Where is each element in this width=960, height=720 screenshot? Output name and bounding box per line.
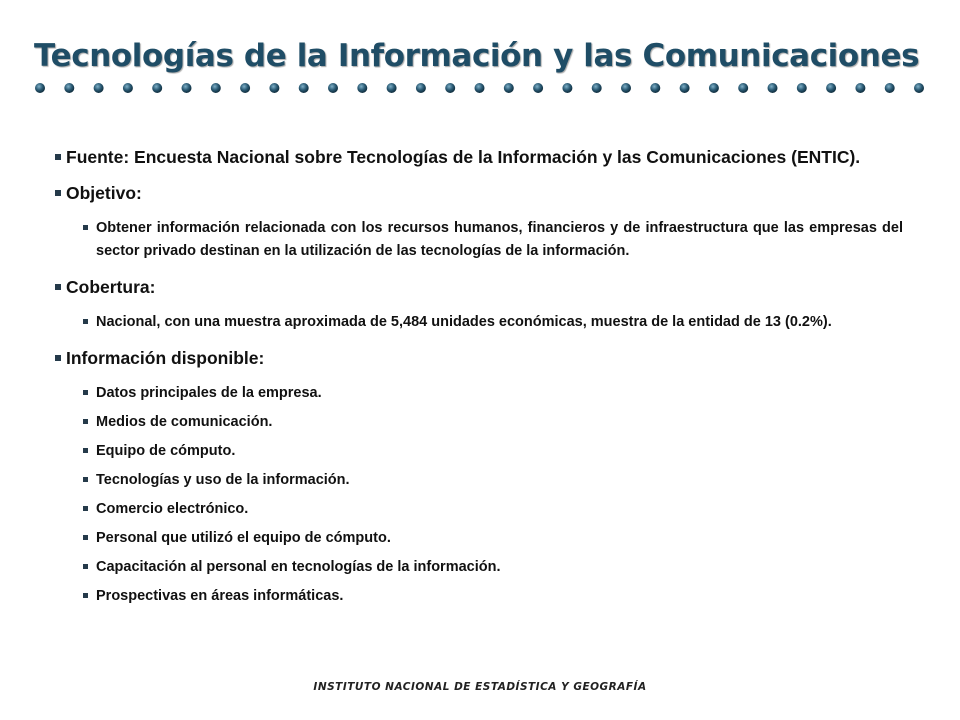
divider-dot <box>504 83 514 93</box>
list-item-cobertura <box>55 275 903 300</box>
divider-dot <box>914 83 924 93</box>
informacion-item-text: Tecnologías y uso de la información. <box>96 472 350 488</box>
sub-item-cobertura <box>83 311 903 334</box>
divider-dot <box>738 83 748 93</box>
sub-item-informacion <box>83 585 903 608</box>
sub-item-informacion <box>83 440 903 463</box>
content-list <box>55 145 903 614</box>
divider-dot <box>826 83 836 93</box>
cobertura-heading: Cobertura: <box>66 277 156 297</box>
informacion-item-text: Medios de comunicación. <box>96 414 273 430</box>
bullet-icon <box>83 506 88 511</box>
informacion-item-text: Comercio electrónico. <box>96 501 249 517</box>
cobertura-text: Nacional, con una muestra aproximada de 5,484 unidades económicas, muestra de la entidad de 13 (0.2%). <box>96 314 832 330</box>
bullet-icon <box>83 593 88 598</box>
divider-dot <box>562 83 572 93</box>
divider-dot <box>387 83 397 93</box>
divider-dot <box>240 83 250 93</box>
objetivo-text: Obtener información relacionada con los recursos humanos, financieros y de infraestructura que las empresas del sector privado destinan en la utilización de las tecnologías de la información. <box>96 220 903 259</box>
informacion-item-text: Personal que utilizó el equipo de cómputo. <box>96 530 391 546</box>
divider-dot <box>709 83 719 93</box>
list-item-objetivo <box>55 181 903 206</box>
divider-dot <box>475 83 485 93</box>
bullet-icon <box>83 448 88 453</box>
sub-item-informacion <box>83 527 903 550</box>
sub-item-informacion <box>83 382 903 405</box>
bullet-icon <box>55 154 61 160</box>
bullet-icon <box>83 419 88 424</box>
divider-dot <box>416 83 426 93</box>
informacion-item-text: Datos principales de la empresa. <box>96 385 322 401</box>
page-title: Tecnologías de la Información y las Comunicaciones <box>34 38 920 74</box>
divider-dot <box>328 83 338 93</box>
informacion-item-text: Equipo de cómputo. <box>96 443 236 459</box>
divider-dot <box>35 83 45 93</box>
bullet-icon <box>83 477 88 482</box>
bullet-icon <box>83 225 88 230</box>
sub-item-informacion <box>83 469 903 492</box>
sub-item-informacion <box>83 411 903 434</box>
sub-item-informacion <box>83 556 903 579</box>
divider-dot <box>299 83 309 93</box>
divider-dot <box>650 83 660 93</box>
bullet-icon <box>83 390 88 395</box>
informacion-heading: Información disponible: <box>66 348 265 368</box>
divider-dot <box>855 83 865 93</box>
fuente-text: Fuente: Encuesta Nacional sobre Tecnologías de la Información y las Comunicaciones (ENTIC). <box>66 147 861 167</box>
divider-dot <box>445 83 455 93</box>
sub-item-objetivo <box>83 217 903 263</box>
bullet-icon <box>83 564 88 569</box>
informacion-item-text: Prospectivas en áreas informáticas. <box>96 588 344 604</box>
divider-dot <box>211 83 221 93</box>
divider-dot <box>680 83 690 93</box>
footer-institution: INSTITUTO NACIONAL DE ESTADÍSTICA Y GEOGRAFÍA <box>313 681 647 693</box>
bullet-icon <box>83 319 88 324</box>
bullet-icon <box>83 535 88 540</box>
divider-dot <box>797 83 807 93</box>
divider-dot <box>94 83 104 93</box>
sub-item-informacion <box>83 498 903 521</box>
objetivo-heading: Objetivo: <box>66 183 142 203</box>
list-item-fuente <box>55 145 903 170</box>
list-item-informacion <box>55 346 903 371</box>
divider-dot <box>621 83 631 93</box>
divider-dot <box>123 83 133 93</box>
divider-dot <box>885 83 895 93</box>
bullet-icon <box>55 190 61 196</box>
divider-dot <box>182 83 192 93</box>
dotted-divider <box>30 80 930 98</box>
bullet-icon <box>55 355 61 361</box>
divider-dot <box>768 83 778 93</box>
divider-dot <box>152 83 162 93</box>
divider-dot <box>592 83 602 93</box>
divider-dot <box>64 83 74 93</box>
divider-dot <box>269 83 279 93</box>
bullet-icon <box>55 284 61 290</box>
divider-dot <box>533 83 543 93</box>
informacion-item-text: Capacitación al personal en tecnologías de la información. <box>96 559 501 575</box>
divider-dot <box>357 83 367 93</box>
